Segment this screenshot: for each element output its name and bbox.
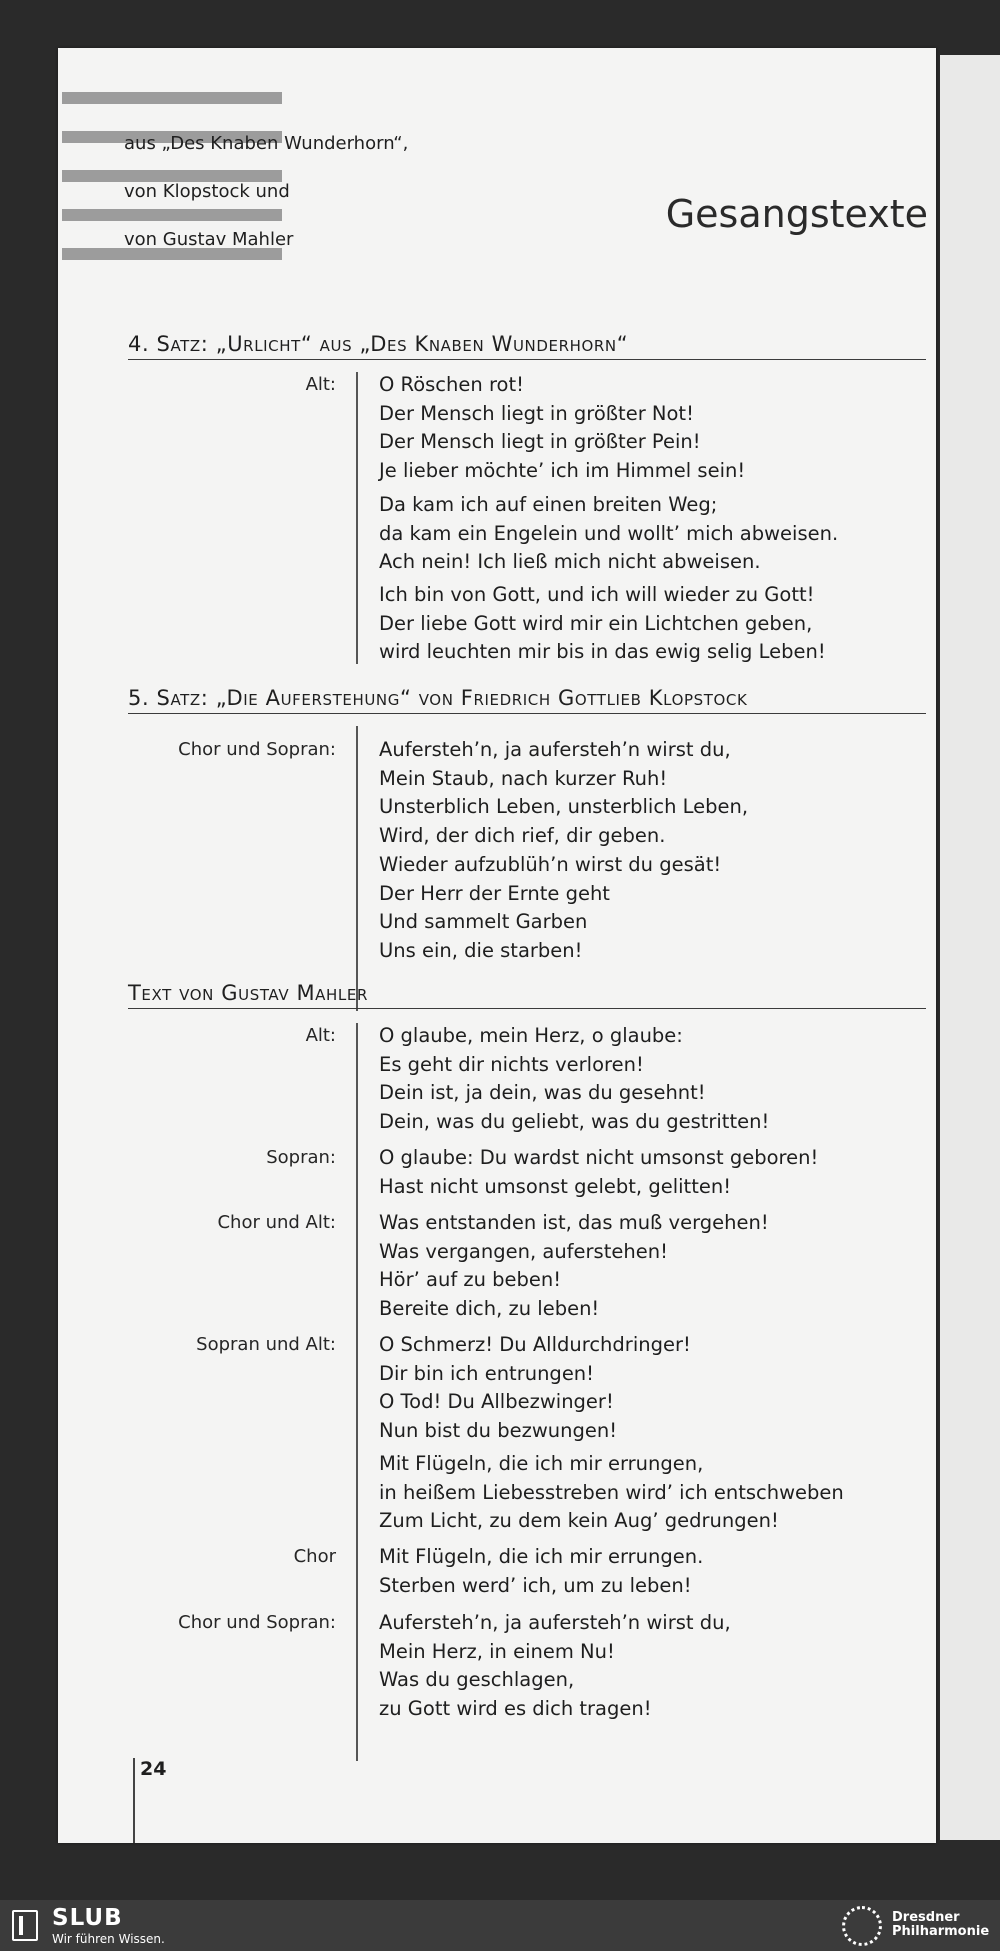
verse-line: Dein ist, ja dein, was du gesehnt! bbox=[379, 1081, 706, 1104]
viewer-footer bbox=[0, 1900, 1000, 1951]
section-heading: Text von Gustav Mahler bbox=[128, 981, 926, 1009]
verse-line: Je lieber möchte’ ich im Himmel sein! bbox=[379, 458, 746, 482]
verse-line: Bereite dich, zu leben! bbox=[379, 1296, 600, 1320]
verse-line: Wird, der dich rief, dir geben. bbox=[379, 823, 666, 847]
column-divider bbox=[356, 726, 358, 1011]
verse-line: Sterben werd’ ich, um zu leben! bbox=[379, 1573, 692, 1597]
verse-line: O glaube, mein Herz, o glaube: bbox=[379, 1024, 683, 1047]
verse-line: Der Mensch liegt in größter Pein! bbox=[379, 430, 701, 453]
adjacent-page-edge bbox=[940, 55, 1000, 1840]
partner-name-line: Philharmonie bbox=[892, 1924, 990, 1939]
section-heading: 5. Satz: „Die Auferstehung“ von Friedrich Gottlieb Klopstock bbox=[128, 686, 926, 714]
verse-line: Dein, was du geliebt, was du gestritten! bbox=[379, 1109, 770, 1133]
verse-line: Mit Flügeln, die ich mir errungen, bbox=[379, 1452, 704, 1475]
voice-label: Chor und Sopran: bbox=[178, 1612, 336, 1633]
verse-line: Mein Herz, in einem Nu! bbox=[379, 1639, 615, 1663]
verse-line: Uns ein, die starben! bbox=[379, 938, 583, 962]
verse-line: O Tod! Du Allbezwinger! bbox=[379, 1390, 614, 1413]
column-divider bbox=[356, 1023, 358, 1761]
voice-label: Chor und Alt: bbox=[217, 1212, 336, 1233]
philharmonie-sun-icon[interactable] bbox=[842, 1906, 882, 1946]
verse-line: Wieder aufzublüh’n wirst du gesät! bbox=[379, 853, 722, 876]
decor-stripe bbox=[62, 92, 282, 104]
intro-line: von Gustav Mahler bbox=[124, 229, 294, 250]
partner-name-line: Dresdner bbox=[892, 1910, 960, 1925]
decor-stripe bbox=[62, 209, 282, 221]
verse-line: Der Herr der Ernte geht bbox=[379, 881, 610, 905]
voice-label: Alt: bbox=[305, 374, 336, 395]
verse-block bbox=[379, 851, 721, 965]
column-divider bbox=[356, 372, 358, 664]
verse-line: Was du geschlagen, bbox=[379, 1668, 575, 1691]
brand-name[interactable]: SLUB bbox=[52, 1905, 123, 1931]
verse-line: O glaube: Du wardst nicht umsonst geboren! bbox=[379, 1146, 819, 1169]
verse-line: Dir bin ich entrungen! bbox=[379, 1361, 594, 1385]
verse-line: Mit Flügeln, die ich mir errungen. bbox=[379, 1545, 704, 1568]
slub-book-icon[interactable] bbox=[12, 1910, 38, 1941]
verse-block bbox=[379, 1609, 731, 1723]
voice-label: Chor bbox=[293, 1546, 336, 1567]
verse-block bbox=[379, 1331, 691, 1445]
verse-block bbox=[379, 1144, 818, 1201]
partner-name[interactable] bbox=[892, 1911, 989, 1939]
verse-line: Nun bist du bezwungen! bbox=[379, 1418, 618, 1442]
verse-line: Es geht dir nichts verloren! bbox=[379, 1052, 644, 1076]
verse-line: zu Gott wird es dich tragen! bbox=[379, 1696, 652, 1720]
page-number-rule bbox=[133, 1758, 135, 1843]
page-title: Gesangstexte bbox=[665, 192, 928, 236]
verse-line: Der Mensch liegt in größter Not! bbox=[379, 401, 694, 425]
verse-block bbox=[379, 491, 838, 577]
intro-line: aus „Des Knaben Wunderhorn“, bbox=[124, 133, 409, 154]
verse-block bbox=[379, 581, 826, 667]
verse-line: Ach nein! Ich ließ mich nicht abweisen. bbox=[379, 550, 761, 573]
verse-block bbox=[379, 736, 748, 850]
verse-line: Unsterblich Leben, unsterblich Leben, bbox=[379, 795, 749, 818]
verse-line: Was entstanden ist, das muß vergehen! bbox=[379, 1211, 769, 1234]
verse-line: Der liebe Gott wird mir ein Lichtchen geben, bbox=[379, 611, 813, 635]
verse-block bbox=[379, 1543, 703, 1600]
verse-block bbox=[379, 1022, 769, 1136]
voice-label: Alt: bbox=[305, 1025, 336, 1046]
document-page bbox=[58, 48, 936, 1843]
verse-line: Zum Licht, zu dem kein Aug’ gedrungen! bbox=[379, 1509, 779, 1532]
voice-label: Sopran und Alt: bbox=[196, 1334, 336, 1355]
page-number: 24 bbox=[140, 1758, 167, 1780]
verse-block bbox=[379, 371, 745, 485]
verse-line: Und sammelt Garben bbox=[379, 910, 588, 933]
verse-line: wird leuchten mir bis in das ewig selig Leben! bbox=[379, 640, 826, 663]
voice-label: Sopran: bbox=[266, 1147, 336, 1168]
verse-line: O Röschen rot! bbox=[379, 373, 524, 396]
verse-line: Ich bin von Gott, und ich will wieder zu Gott! bbox=[379, 583, 815, 606]
verse-line: da kam ein Engelein und wollt’ mich abweisen. bbox=[379, 521, 839, 545]
verse-block bbox=[379, 1209, 769, 1323]
verse-block bbox=[379, 1450, 844, 1536]
verse-line: in heißem Liebesstreben wird’ ich entschweben bbox=[379, 1480, 844, 1504]
verse-line: O Schmerz! Du Alldurchdringer! bbox=[379, 1333, 691, 1356]
verse-line: Hör’ auf zu beben! bbox=[379, 1268, 562, 1291]
brand-tagline: Wir führen Wissen. bbox=[52, 1932, 165, 1946]
verse-line: Was vergangen, auferstehen! bbox=[379, 1239, 668, 1263]
verse-line: Hast nicht umsonst gelebt, gelitten! bbox=[379, 1174, 732, 1198]
voice-label: Chor und Sopran: bbox=[178, 739, 336, 760]
verse-line: Aufersteh’n, ja aufersteh’n wirst du, bbox=[379, 1611, 731, 1634]
section-heading: 4. Satz: „Urlicht“ aus „Des Knaben Wunderhorn“ bbox=[128, 332, 926, 360]
verse-line: Da kam ich auf einen breiten Weg; bbox=[379, 493, 718, 516]
intro-line: von Klopstock und bbox=[124, 181, 290, 202]
verse-line: Aufersteh’n, ja aufersteh’n wirst du, bbox=[379, 738, 731, 761]
verse-line: Mein Staub, nach kurzer Ruh! bbox=[379, 766, 668, 790]
